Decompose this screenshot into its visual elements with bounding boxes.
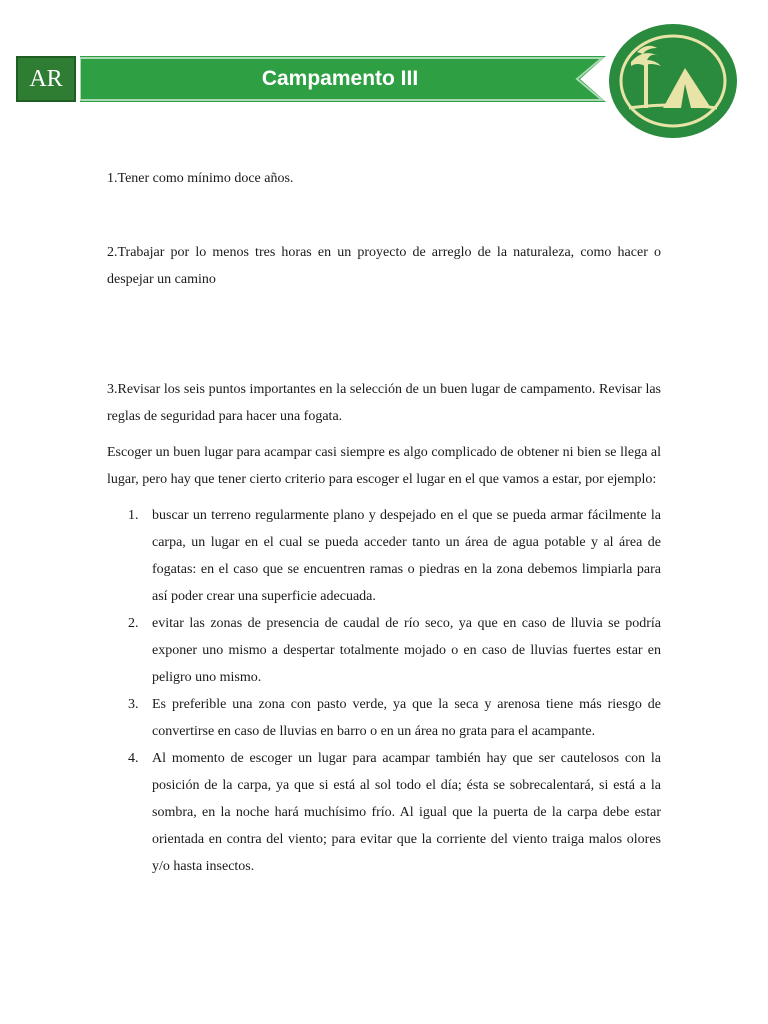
requirement-2: 2.Trabajar por lo menos tres horas en un proyecto de arreglo de la naturaleza, como hacer o despejar un camino [107, 245, 661, 287]
list-item-text: buscar un terreno regularmente plano y despejado en el que se pueda armar fácilmente la carpa, un lugar en el cual se pueda acceder tanto un área de agua potable y al área de fogatas: en el caso que se encuentren ramas o piedras en la zona debemos limpiarla para así poder crear una superficie adecuada. [152, 508, 661, 604]
site-selection-list [107, 502, 661, 880]
list-item-text: Es preferible una zona con pasto verde, ya que la seca y arenosa tiene más riesgo de convertirse en caso de lluvias en barro o en un área no grata para el acampante. [152, 697, 661, 739]
title-banner [80, 56, 606, 102]
document-body [107, 160, 661, 880]
list-item-text: evitar las zonas de presencia de caudal de río seco, ya que en caso de lluvia se podría exponer uno mismo a despertar totalmente mojado o en caso de lluvias fuertes estar en peligro uno mismo. [152, 616, 661, 685]
tree-and-tent-icon [607, 22, 739, 140]
list-item [107, 745, 661, 880]
list-item-number: 4. [128, 751, 139, 766]
list-item [107, 691, 661, 745]
page-title: Campamento III [261, 67, 419, 90]
intro-paragraph: Escoger un buen lugar para acampar casi siempre es algo complicado de obtener ni bien se llega al lugar, pero hay que tener cierto criterio para escoger el lugar en el que vamos a estar, por ejemplo: [107, 445, 661, 487]
ar-badge-text: AR [29, 65, 63, 92]
list-item-number: 1. [128, 508, 139, 523]
list-item-number: 3. [128, 697, 139, 712]
ar-badge [16, 56, 76, 102]
requirement-3: 3.Revisar los seis puntos importantes en la selección de un buen lugar de campamento. Revisar las reglas de seguridad para hacer una fogata. [107, 382, 661, 424]
list-item [107, 610, 661, 691]
requirement-1: 1.Tener como mínimo doce años. [107, 171, 294, 186]
list-item-number: 2. [128, 616, 139, 631]
list-item [107, 502, 661, 610]
list-item-text: Al momento de escoger un lugar para acampar también hay que ser cautelosos con la posición de la carpa, ya que si está al sol todo el día; ésta se sobrecalentará, si está a la sombra, en la noche hará muchísimo frío. Al igual que la puerta de la carpa debe estar orientada en contra del viento; para evitar que la corriente del viento traiga malos olores y/o hasta insectos. [152, 751, 661, 874]
